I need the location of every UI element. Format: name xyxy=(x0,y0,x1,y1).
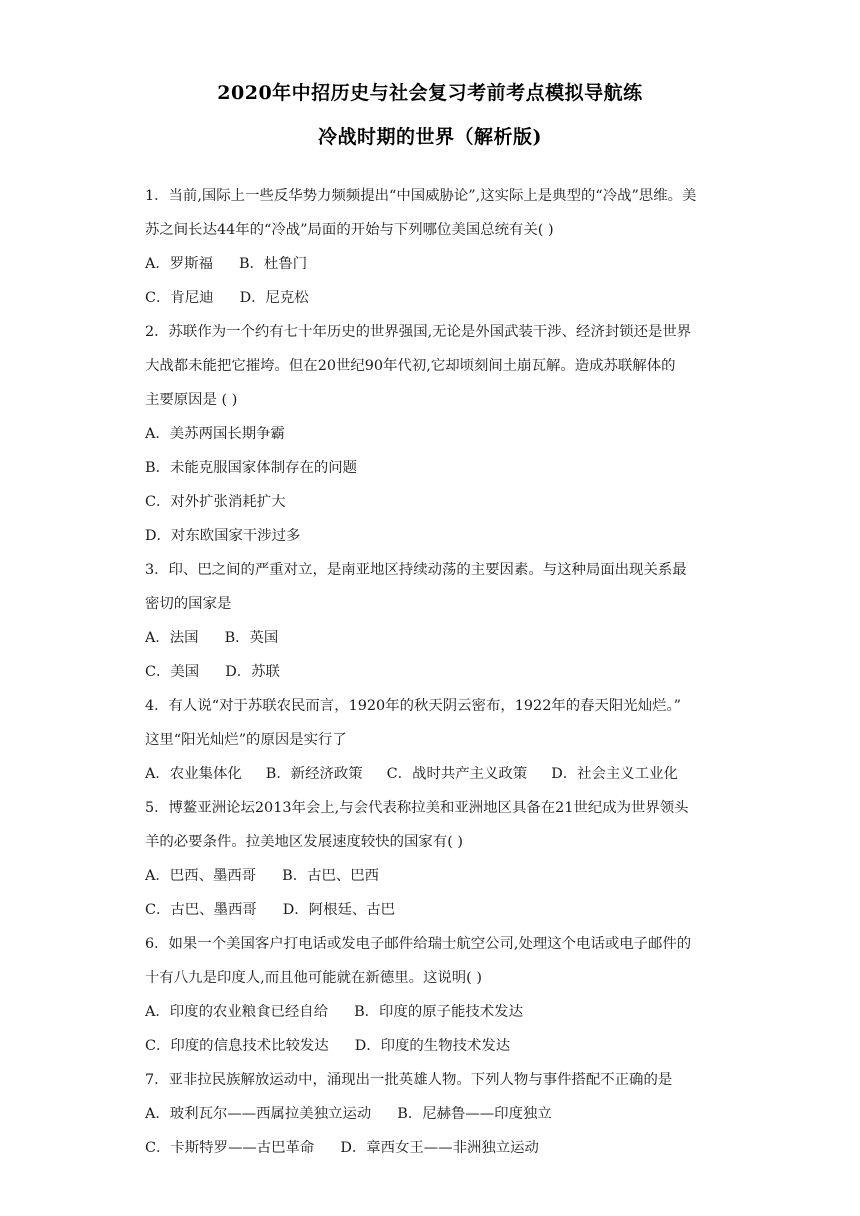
question-6 xyxy=(145,934,725,1070)
option-b: B．未能克服国家体制存在的问题 xyxy=(145,460,358,476)
option-a: A．罗斯福 xyxy=(145,256,213,272)
question-stem-line: 4．有人说“对于苏联农民而言，1920年的秋天阴云密布，1922年的春天阳光灿烂。” xyxy=(145,698,682,714)
option-a: A．法国 xyxy=(145,630,199,646)
question-stem-line: 主要原因是 ( ) xyxy=(145,392,238,408)
option-row xyxy=(145,1138,725,1172)
option-b: B．杜鲁门 xyxy=(238,256,308,272)
option-c: C．战时共产主义政策 xyxy=(386,766,528,782)
option-a: A．巴西、墨西哥 xyxy=(145,868,257,884)
option-row xyxy=(145,254,725,288)
option-row xyxy=(145,764,725,798)
option-row xyxy=(145,1002,725,1036)
option-d: D．阿根廷、古巴 xyxy=(282,902,396,918)
option-d: D．社会主义工业化 xyxy=(551,766,678,782)
question-4 xyxy=(145,696,725,798)
question-stem-line: 苏之间长达44年的“冷战”局面的开始与下列哪位美国总统有关( ) xyxy=(145,222,554,238)
option-c: C．对外扩张消耗扩大 xyxy=(145,494,286,510)
option-c: C．卡斯特罗——古巴革命 xyxy=(145,1140,315,1156)
option-a: A．美苏两国长期争霸 xyxy=(145,426,285,442)
question-1 xyxy=(145,186,725,322)
question-stem-line: 6．如果一个美国客户打电话或发电子邮件给瑞士航空公司,处理这个电话或电子邮件的 xyxy=(145,936,692,952)
option-a: A．农业集体化 xyxy=(145,766,242,782)
option-b: B．新经济政策 xyxy=(265,766,363,782)
question-stem-line: 羊的必要条件。拉美地区发展速度较快的国家有( ) xyxy=(145,834,464,850)
question-list xyxy=(145,186,725,1172)
question-stem-line: 7．亚非拉民族解放运动中，涌现出一批英雄人物。下列人物与事件搭配不正确的是 xyxy=(145,1072,673,1088)
option-b: B．印度的原子能技术发达 xyxy=(354,1004,523,1020)
document-title: 2020年中招历史与社会复习考前考点模拟导航练 xyxy=(217,82,643,104)
option-row xyxy=(145,1104,725,1138)
option-row xyxy=(145,1036,725,1070)
option-c: C．肯尼迪 xyxy=(145,290,214,306)
option-d: D．尼克松 xyxy=(239,290,309,306)
question-stem-line: 十有八九是印度人,而且他可能就在新德里。这说明( ) xyxy=(145,970,482,986)
question-stem-line: 5．博鳌亚洲论坛2013年会上,与会代表称拉美和亚洲地区具备在21世纪成为世界领头 xyxy=(145,800,689,816)
question-stem-line: 1．当前,国际上一些反华势力频频提出“中国威胁论”,这实际上是典型的“冷战”思维。美 xyxy=(145,188,697,204)
option-row xyxy=(145,866,725,900)
option-row xyxy=(145,628,725,662)
option-c: C．古巴、墨西哥 xyxy=(145,902,257,918)
option-b: B．尼赫鲁——印度独立 xyxy=(397,1106,552,1122)
option-d: D．对东欧国家干涉过多 xyxy=(145,528,301,544)
question-stem-line: 这里“阳光灿烂”的原因是实行了 xyxy=(145,732,347,748)
question-3 xyxy=(145,560,725,696)
document-subtitle: 冷战时期的世界（解析版) xyxy=(318,126,542,148)
question-stem-line: 3．印、巴之间的严重对立，是南亚地区持续动荡的主要因素。与这种局面出现关系最 xyxy=(145,562,687,578)
option-row xyxy=(145,662,725,696)
option-c: C．美国 xyxy=(145,664,200,680)
option-d: D．章西女王——非洲独立运动 xyxy=(340,1140,539,1156)
question-2 xyxy=(145,322,725,560)
question-stem-line: 2．苏联作为一个约有七十年历史的世界强国,无论是外国武装干涉、经济封锁还是世界 xyxy=(145,324,692,340)
option-c: C．印度的信息技术比较发达 xyxy=(145,1038,329,1054)
question-5 xyxy=(145,798,725,934)
option-b: B．古巴、巴西 xyxy=(282,868,380,884)
option-row xyxy=(145,288,725,322)
question-stem-line: 密切的国家是 xyxy=(145,596,232,612)
question-7 xyxy=(145,1070,725,1172)
question-stem-line: 大战都未能把它摧垮。但在20世纪90年代初,它却顷刻间土崩瓦解。造成苏联解体的 xyxy=(145,358,676,374)
option-b: B．英国 xyxy=(224,630,279,646)
option-a: A．印度的农业粮食已经自给 xyxy=(145,1004,329,1020)
option-d: D．苏联 xyxy=(225,664,280,680)
option-a: A．玻利瓦尔——西属拉美独立运动 xyxy=(145,1106,372,1122)
option-d: D．印度的生物技术发达 xyxy=(354,1038,511,1054)
option-row xyxy=(145,900,725,934)
